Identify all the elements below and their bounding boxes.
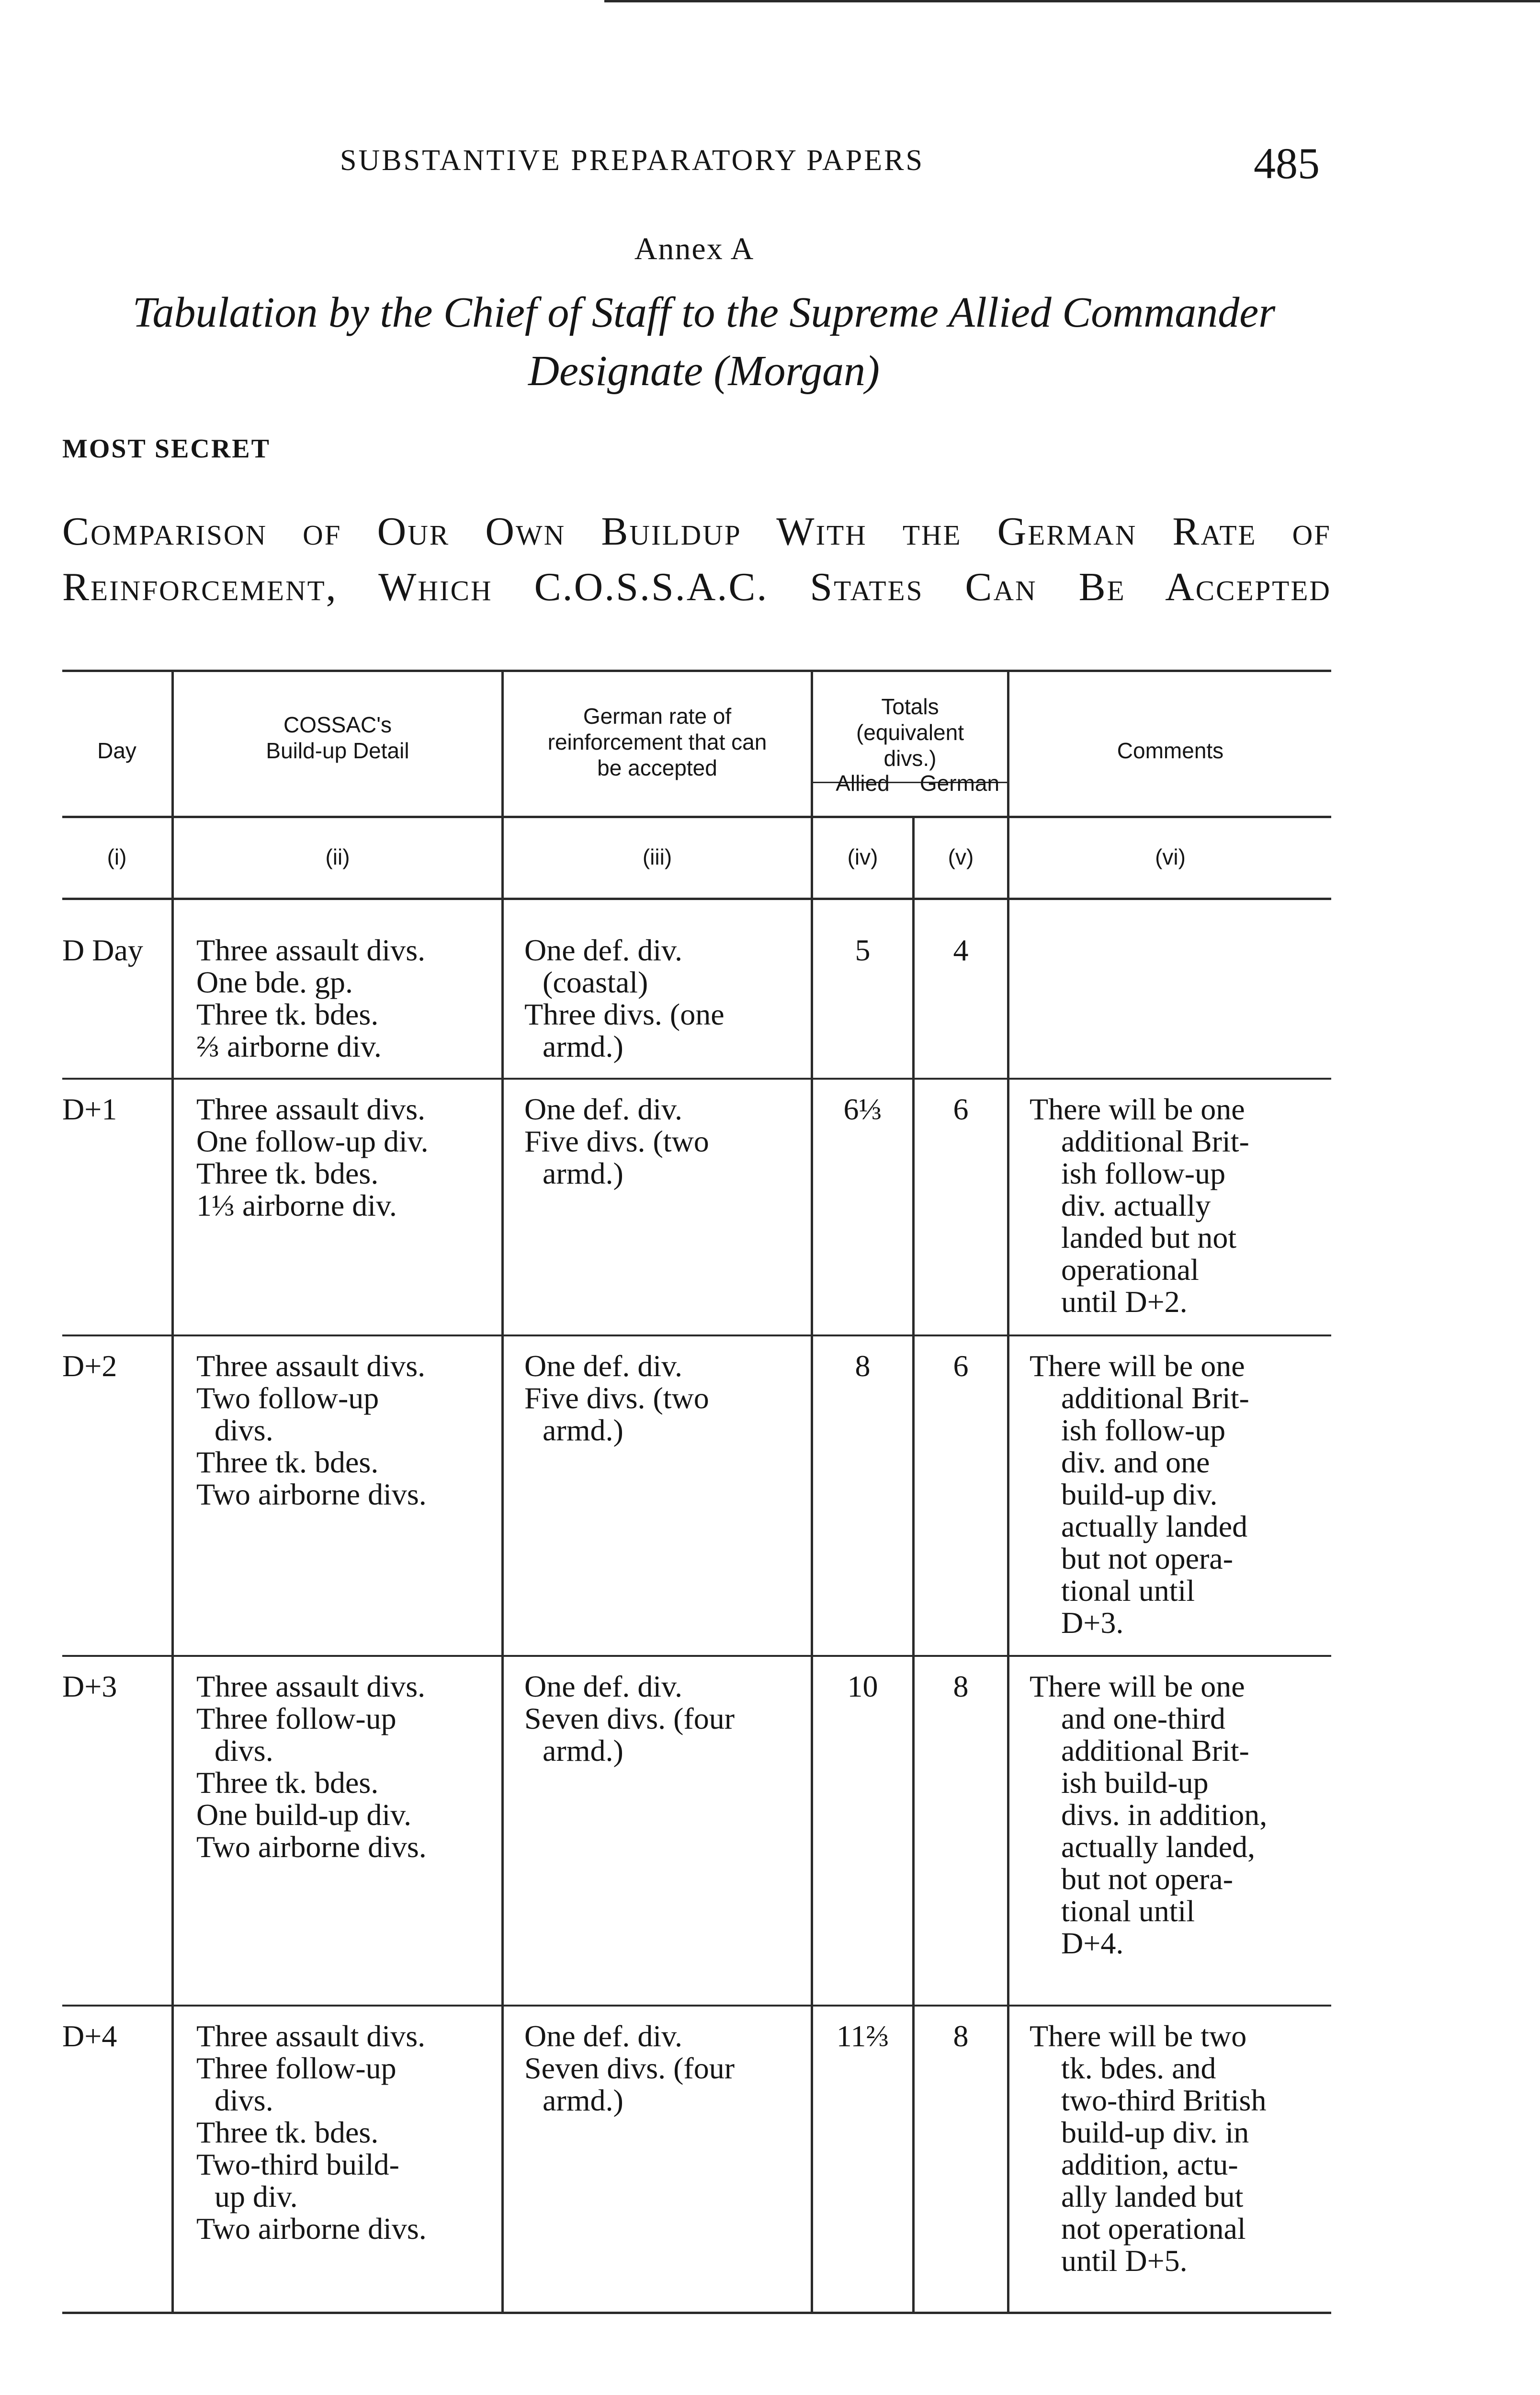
cell-buildup: Three assault divs. Three follow-up divs. Three tk. bdes. One build-up div. Two airborne divs. — [196, 1669, 427, 1864]
cell-allied-total: 11⅔ — [836, 2019, 889, 2053]
column-rule — [171, 672, 174, 2312]
column-number-rule — [62, 898, 1331, 900]
header-allied: Allied — [836, 771, 890, 796]
column-rule — [912, 816, 915, 2312]
header-german-rate: German rate of reinforcement that can be accepted — [547, 704, 767, 780]
page-number: 485 — [1254, 139, 1320, 188]
column-number: (iii) — [642, 844, 672, 869]
header-cossac: COSSAC's Build-up Detail — [266, 712, 409, 763]
table-heading — [62, 504, 1331, 615]
cell-buildup: Three assault divs. One bde. gp. Three tk. bdes. ⅔ airborne div. — [196, 933, 426, 1063]
cell-day: D+3 — [62, 1669, 117, 1703]
cell-allied-total: 5 — [855, 933, 871, 967]
cell-german-total: 6 — [953, 1349, 969, 1383]
column-rule — [811, 672, 813, 2312]
row-divider — [62, 1655, 1331, 1657]
tabulation-title-line: Tabulation by the Chief of Staff to the Supreme Allied Commander — [132, 289, 1276, 336]
column-number: (ii) — [325, 844, 350, 869]
running-head: SUBSTANTIVE PREPARATORY PAPERS — [340, 144, 924, 177]
cell-day: D Day — [62, 933, 143, 967]
header-totals: Totals (equivalent divs.) — [856, 694, 964, 771]
row-divider — [62, 2005, 1331, 2007]
cell-german-total: 4 — [953, 933, 969, 967]
annex-label: Annex A — [634, 231, 755, 266]
table-heading-line: Reinforcement, Which C.O.S.S.A.C. States Can Be Accepted — [62, 565, 1331, 609]
cell-buildup: Three assault divs. One follow-up div. Three tk. bdes. 1⅓ airborne div. — [196, 1092, 429, 1222]
cell-day: D+4 — [62, 2019, 117, 2053]
cell-day: D+1 — [62, 1092, 117, 1126]
column-number: (i) — [107, 844, 127, 869]
cell-german-rate: One def. div. Seven divs. (four armd.) — [524, 2019, 735, 2117]
table-top-rule — [62, 670, 1331, 672]
column-number: (vi) — [1155, 844, 1186, 869]
cell-allied-total: 10 — [847, 1669, 878, 1703]
tabulation-title-line: Designate (Morgan) — [528, 347, 880, 395]
cell-buildup: Three assault divs. Two follow-up divs. Three tk. bdes. Two airborne divs. — [196, 1349, 427, 1511]
column-rule — [1007, 672, 1009, 2312]
cell-day: D+2 — [62, 1349, 117, 1383]
tabulation-title — [57, 284, 1350, 400]
header-comments: Comments — [1117, 738, 1224, 763]
cell-comments: There will be one and one-third additional Brit- ish build-up divs. in addition, actually landed, but not opera- tional until D+4. — [1030, 1669, 1268, 1960]
top-border-line — [604, 0, 1540, 2]
cell-buildup: Three assault divs. Three follow-up divs. Three tk. bdes. Two-third build- up div. Two airborne divs. — [196, 2019, 427, 2246]
column-number: (v) — [948, 844, 974, 869]
cell-german-rate: One def. div. Five divs. (two armd.) — [524, 1092, 709, 1190]
cell-comments: There will be one additional Brit- ish follow-up div. and one build-up div. actually landed but not opera- tional until D+3. — [1030, 1349, 1249, 1640]
cell-german-rate: One def. div. Seven divs. (four armd.) — [524, 1669, 735, 1768]
cell-comments: There will be one additional Brit- ish follow-up div. actually landed but not operational until D+2. — [1030, 1092, 1249, 1319]
cell-allied-total: 6⅓ — [843, 1092, 882, 1126]
column-rule — [501, 672, 504, 2312]
cell-comments: There will be two tk. bdes. and two-third British build-up div. in addition, actu- ally landed but not operational until D+5. — [1030, 2019, 1267, 2278]
header-day: Day — [97, 738, 136, 763]
header-german-total: German — [919, 771, 1000, 796]
cell-german-rate: One def. div. (coastal) Three divs. (one armd.) — [524, 933, 725, 1063]
row-divider — [62, 1078, 1331, 1080]
column-number: (iv) — [847, 844, 878, 869]
cell-german-total: 6 — [953, 1092, 969, 1126]
row-divider — [62, 1334, 1331, 1336]
classification-label: MOST SECRET — [62, 434, 271, 464]
table-bottom-rule — [62, 2312, 1331, 2314]
cell-german-rate: One def. div. Five divs. (two armd.) — [524, 1349, 709, 1447]
cell-german-total: 8 — [953, 1669, 969, 1703]
cell-german-total: 8 — [953, 2019, 969, 2053]
table-heading-line: Comparison of Our Own Buildup With the German Rate of — [62, 509, 1331, 554]
header-bottom-rule — [62, 816, 1331, 818]
cell-allied-total: 8 — [855, 1349, 871, 1383]
